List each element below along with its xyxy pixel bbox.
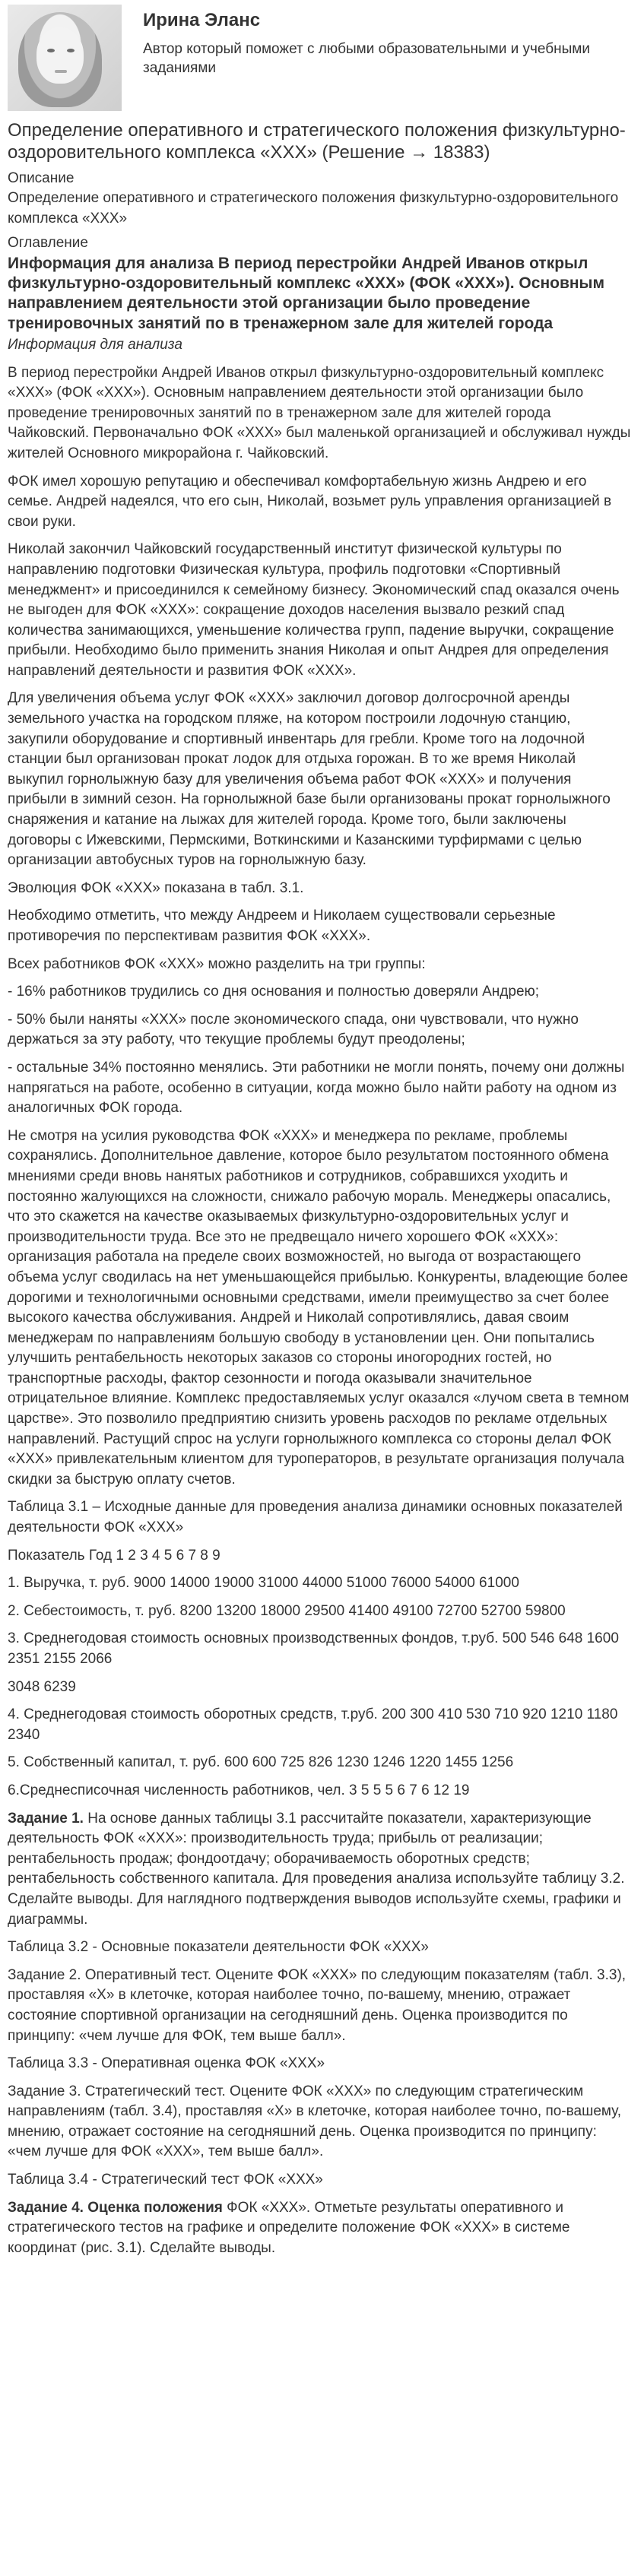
- paragraph-intro: В период перестройки Андрей Иванов открыл физкультурно-оздоровительный комплекс «ХХХ» (ФОК «ХХХ»). Основным направлением деятельности этой организации было проведение тренировочных занятий по в тренажерном зале для жителей города Чайковский. Первоначально ФОК «ХХХ» был маленькой организацией и обслуживал нужды жителей Основного микрорайона г. Чайковский.: [8, 364, 631, 461]
- paragraph-group-1: - 16% работников трудились со дня основания и полностью доверяли Андрею;: [8, 984, 540, 1000]
- paragraph-group-2: - 50% были наняты «ХХХ» после экономического спада, они чувствовали, что нужно держаться за эту работу, что текущие проблемы будут преодолены;: [8, 1011, 579, 1048]
- task-2: Задание 2. Оперативный тест. Оцените ФОК «ХХХ» по следующим показателям (табл. 3.3), проставляя «Х» в клеточке, которая наиболее точно, по-вашему, мнению, отражает состояние спортивной организации на сегодняшний день. Оценка производится по принципу: «чем лучше для ФОК, тем выше балл».: [8, 1966, 627, 2044]
- author-info: [143, 5, 633, 78]
- task-1-text: На основе данных таблицы 3.1 рассчитайте показатели, характеризующие деятельность ФОК «ХХХ»: производительность труда; прибыль от реализации; рентабельность продаж; фондоотдачу; оборачиваемость оборотных средств; рентабельность собственного капитала. Для проведения анализа используйте таблицу 3.2. Сделайте выводы. Для наглядного подтверждения выводов используйте схемы, графики и диаграммы.: [8, 1810, 625, 1928]
- paragraph-nikolay: Николай закончил Чайковский государственный институт физической культуры по направлению подготовки Физическая культура, профиль подготовки «Спортивный менеджмент» и присоединился к семейному бизнесу. Экономический спад оказался очень не выгоден для ФОК «ХХХ»: сокращение доходов населения вызвало резкий спад количества занимающихся, уменьшение количества групп, падение выручки, сокращение прибыли. Необходимо было применить знания Николая и опыт Андрея для определения направлений деятельности и развития ФОК «ХХХ».: [8, 541, 620, 679]
- description-text: Определение оперативного и стратегического положения физкультурно-оздоровительного комплекса «ХХХ»: [8, 190, 619, 227]
- table-3-1-row-working-capital: 4. Среднегодовая стоимость оборотных средств, т.руб. 200 300 410 530 710 920 1210 1180 2340: [8, 1706, 618, 1743]
- avatar-eye-right-shape: [67, 49, 75, 52]
- avatar-mouth-shape: [55, 70, 67, 73]
- author-description: Автор который поможет с любыми образовательными и учебными заданиями: [143, 40, 590, 77]
- table-3-1-row-fixed-assets: 3. Среднегодовая стоимость основных производственных фондов, т.руб. 500 546 648 1600 2351 2155 2066: [8, 1630, 619, 1667]
- page-title: Определение оперативного и стратегического положения физкультурно-оздоровительного комплекса «ХХХ» (Решение → 18383): [8, 120, 626, 163]
- table-3-4-title: Таблица 3.4 - Стратегический тест ФОК «ХХХ»: [8, 2172, 323, 2188]
- task-4-text: ФОК «ХХХ». Отметьте результаты оперативного и стратегического тестов на графике и определите положение ФОК «ХХХ» в системе координат (рис. 3.1). Сделайте выводы.: [8, 2199, 570, 2256]
- section-subhead: Информация для анализа: [8, 336, 182, 353]
- paragraph-group-3: - остальные 34% постоянно менялись. Эти работники не могли понять, почему они должны напрягаться на работе, особенно в ситуации, когда можно было найти работу на одном из аналогичных ФОК города.: [8, 1059, 625, 1117]
- table-3-1-row-equity: 5. Собственный капитал, т. руб. 600 600 725 826 1230 1246 1220 1455 1256: [8, 1754, 514, 1771]
- table-3-1-row-revenue: 1. Выручка, т. руб. 9000 14000 19000 31000 44000 51000 76000 54000 61000: [8, 1575, 519, 1592]
- paragraph-reputation: ФОК имел хорошую репутацию и обеспечивал комфортабельную жизнь Андрею и его семье. Андрей надеялся, что его сын, Николай, возьмет руль управления организацией в свои руки.: [8, 473, 612, 530]
- avatar-face-shape: [36, 27, 84, 84]
- toc-heading: Информация для анализа В период перестройки Андрей Иванов открыл физкультурно-оздоровительный комплекс «ХХХ» (ФОК «ХХХ»). Основным направлением деятельности этой организации было проведение тренировочных занятий по в тренажерном зале для жителей города: [8, 254, 605, 332]
- description-label: Описание: [8, 170, 75, 186]
- author-card: [8, 0, 633, 119]
- task-1-label: Задание 1.: [8, 1810, 84, 1827]
- toc-label: Оглавление: [8, 235, 88, 252]
- paragraph-evolution: Эволюция ФОК «ХХХ» показана в табл. 3.1.: [8, 879, 304, 896]
- table-3-1-row-fixed-assets-cont: 3048 6239: [8, 1678, 76, 1695]
- task-1: [8, 1809, 633, 1931]
- table-3-1-row-cost: 2. Себестоимость, т. руб. 8200 13200 18000 29500 41400 49100 72700 52700 59800: [8, 1602, 566, 1619]
- author-name[interactable]: Ирина Эланс: [143, 10, 261, 30]
- task-4: [8, 2198, 633, 2259]
- paragraph-groups: Всех работников ФОК «ХХХ» можно разделить на три группы:: [8, 955, 426, 972]
- paragraph-contradictions: Необходимо отметить, что между Андреем и Николаем существовали серьезные противоречия по перспективам развития ФОК «ХХХ».: [8, 908, 556, 944]
- author-avatar[interactable]: [8, 5, 122, 111]
- paragraph-expansion: Для увеличения объема услуг ФОК «ХХХ» заключил договор долгосрочной аренды земельного участка на городском пляже, на котором построили лодочную станцию, закупили оборудование и спортивный инвентарь для гребли. Кроме того на лодочной станции был организован прокат лодок для отдыха горожан. В то же время Николай выкупил горнолыжную базу для увеличения объема работ ФОК «ХХХ» и получения прибыли в зимний сезон. На горнолыжной базе были организованы прокат горнолыжного снаряжения и катание на лыжах для жителей города. Кроме того, были заключены договоры с Ижевскими, Пермскими, Воткинскими и Казанскими турфирмами с целью организации автобусных туров на горнолыжную базу.: [8, 690, 611, 869]
- table-3-1-row-headcount: 6.Среднесписочная численность работников, чел. 3 5 5 5 6 7 6 12 19: [8, 1782, 470, 1798]
- task-3: Задание 3. Стратегический тест. Оцените ФОК «ХХХ» по следующим стратегическим направлениям (табл. 3.4), проставляя «Х» в клеточке, которая наиболее точно, по-вашему, мнению, отражает состояние на сегодняшний день. Оценка производится по принципу: «чем лучше для ФОК «ХХХ», тем выше балл».: [8, 2083, 622, 2160]
- table-3-1-title: Таблица 3.1 – Исходные данные для проведения анализа динамики основных показателей деятельности ФОК «ХХХ»: [8, 1499, 623, 1536]
- table-3-3-title: Таблица 3.3 - Оперативная оценка ФОК «ХХХ»: [8, 2055, 325, 2072]
- task-4-label: Задание 4. Оценка положения: [8, 2199, 223, 2216]
- paragraph-problems: Не смотря на усилия руководства ФОК «ХХХ» и менеджера по рекламе, проблемы сохранялись. Дополнительное давление, которое было результатом постоянного обмена мнениями среди вновь нанятых работников и сотрудников, собравшихся уходить и постоянно жалующихся на сложности, снижало рабочую мораль. Менеджеры опасались, что это скажется на качестве оказываемых физкультурно-оздоровительных услуг и производительности труда. Все это не предвещало ничего хорошего ФОК «ХХХ»: организация работала на пределе своих возможностей, но выгода от возрастающего объема услуг сводилась на нет уменьшающейся прибылью. Конкуренты, владеющие более дорогими и технологичными основными средствами, имели преимущество за счет более высокого качества обслуживания. Андрей и Николай сопротивлялись, давая своим менеджерам по направлениям большую свободу в установлении цен. Они попытались улучшить рентабельность некоторых заказов со стороны иногородних гостей, но транспортные расходы, фактор сезонности и погода оказывали значительное отрицательное влияние. Комплекс предоставляемых услуг оказался «лучом света в темном царстве». Это позволило предприятию снизить уровень расходов по рекламе отдельных направлений. Растущий спрос на услуги горнолыжного комплекса со стороны делал ФОК «ХХХ» привлекательным клиентом для туроператоров, в результате организация получала скидки за быструю оплату счетов.: [8, 1127, 630, 1488]
- avatar-eye-left-shape: [47, 49, 55, 52]
- table-3-1-header: Показатель Год 1 2 3 4 5 6 7 8 9: [8, 1547, 220, 1564]
- table-3-2-title: Таблица 3.2 - Основные показатели деятельности ФОК «ХХХ»: [8, 1939, 429, 1956]
